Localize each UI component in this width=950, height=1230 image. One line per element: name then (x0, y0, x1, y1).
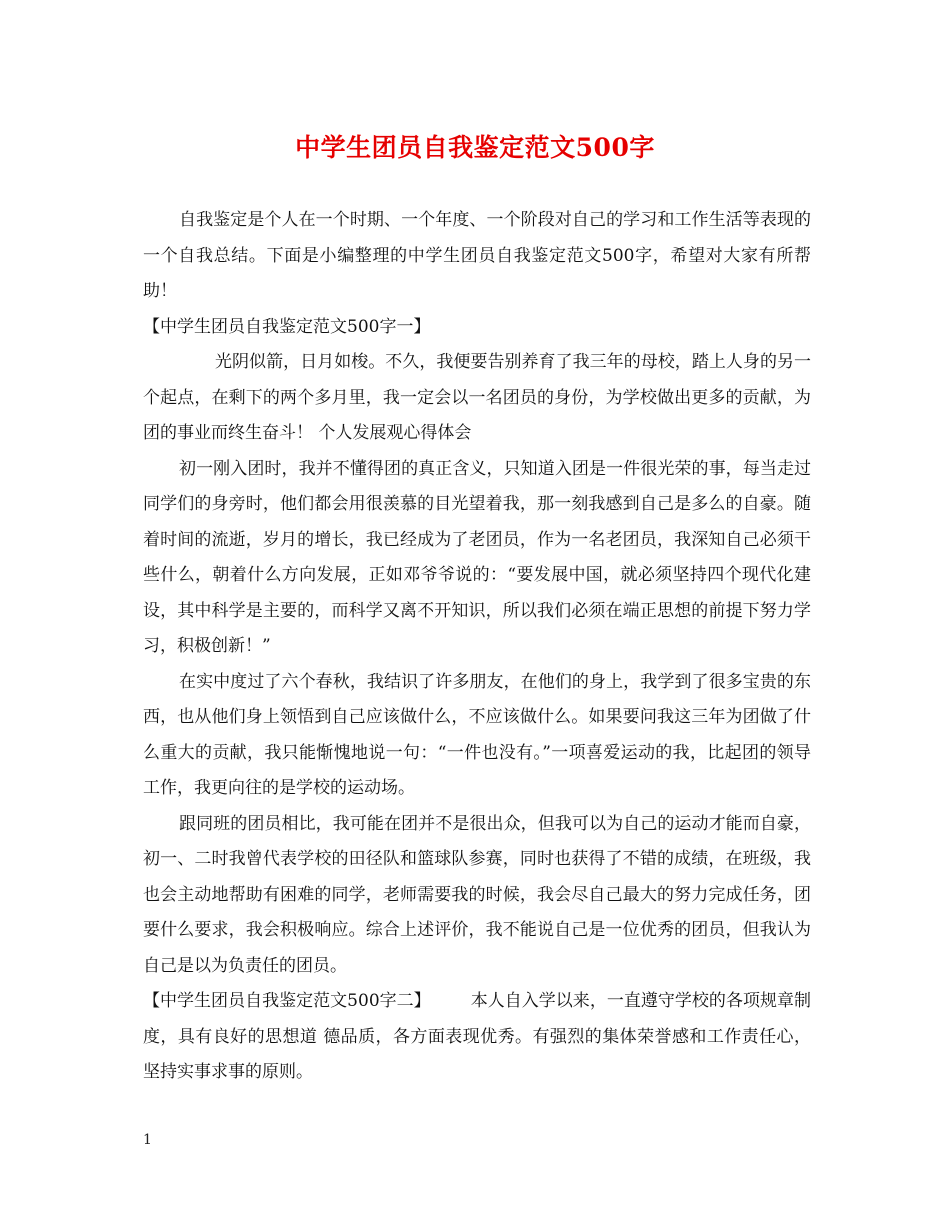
section2-heading: 【中学生团员自我鉴定范文500字二】 (143, 991, 431, 1011)
section1-heading: 【中学生团员自我鉴定范文500字一】 (143, 316, 431, 337)
document-body (143, 203, 811, 1091)
section1-paragraph-1: 光阴似箭，日月如梭。不久，我便要告别养育了我三年的母校，踏上人身的另一个起点，在剩下的两个多月里，我一定会以一名团员的身份，为学校做出更多的贡献，为团的事业而终生奋斗！ 个人发展观心得体会 (143, 352, 811, 443)
intro-paragraph: 自我鉴定是个人在一个时期、一个年度、一个阶段对自己的学习和工作生活等表现的一个自我总结。下面是小编整理的中学生团员自我鉴定范文500字，希望对大家有所帮助！ (143, 210, 811, 301)
page-number: 1 (143, 1132, 152, 1148)
section2-paragraph (143, 984, 811, 1091)
section1-paragraph-2: 初一刚入团时，我并不懂得团的真正含义，只知道入团是一件很光荣的事，每当走过同学们的身旁时，他们都会用很羡慕的目光望着我，那一刻我感到自己是多么的自豪。随着时间的流逝，岁月的增长，我已经成为了老团员，作为一名老团员，我深知自己必须干些什么，朝着什么方向发展，正如邓爷爷说的：“要发展中国，就必须坚持四个现代化建设，其中科学是主要的，而科学又离不开知识，所以我们必须在端正思想的前提下努力学习，积极创新！” (143, 458, 811, 656)
section2-text: 本人自入学以来，一直遵守学校的各项规章制度，具有良好的思想道 德品质，各方面表现优秀。有强烈的集体荣誉感和工作责任心，坚持实事求事的原则。 (143, 991, 812, 1082)
section1-paragraph-4: 跟同班的团员相比，我可能在团并不是很出众，但我可以为自己的运动才能而自豪，初一、二时我曾代表学校的田径队和篮球队参赛，同时也获得了不错的成绩，在班级，我也会主动地帮助有困难的同学，老师需要我的时候，我会尽自己最大的努力完成任务，团要什么要求，我会积极响应。综合上述评价，我不能说自己是一位优秀的团员，但我认为自己是以为负责任的团员。 (143, 813, 811, 976)
section1-paragraph-3: 在实中度过了六个春秋，我结识了许多朋友，在他们的身上，我学到了很多宝贵的东西，也从他们身上领悟到自己应该做什么，不应该做什么。如果要问我这三年为团做了什么重大的贡献，我只能惭愧地说一句：“一件也没有。”一项喜爱运动的我，比起团的领导工作，我更向往的是学校的运动场。 (143, 671, 811, 798)
document-title: 中学生团员自我鉴定范文500字 (295, 133, 655, 162)
